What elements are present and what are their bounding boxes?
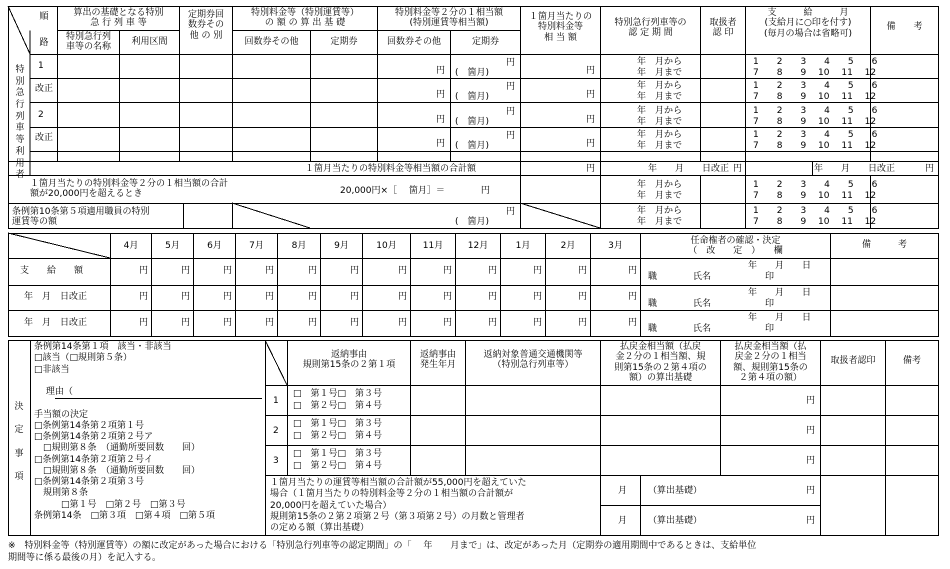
row2r-monthly-yen: 円 bbox=[586, 139, 596, 149]
mid-r2-yen-11: 円 bbox=[443, 292, 453, 302]
decision-block: 条例第14条第１項 該当・非該当 □該当（□規則第５条） □非該当 理由（ 手当額の決定 □条例第14条第２項第１号 □条例第14条第２項第２号ア □規則第８条 （通勤所要回数 回） □条例第14条第２項第２号イ □規則第８条 （通勤所要回数 回） □条例第14条第２項第３号 規則第８条 □第１号 □第２号 □第３号 条例第14条 □第３項 □第４項 □第５項 bbox=[34, 342, 215, 521]
monthly-total-revised-date-2: 年 月 日改正 bbox=[814, 164, 896, 174]
approval-official-2: 職 氏名 印 bbox=[648, 299, 775, 309]
mid-r3-yen-6: 円 bbox=[223, 318, 233, 328]
row2-months-b: 7 8 9 10 11 12 bbox=[753, 117, 877, 127]
mid-r2-yen-9: 円 bbox=[350, 292, 360, 302]
mid-r3-yen-12: 円 bbox=[488, 318, 498, 328]
month-header-4: 4月 bbox=[123, 241, 139, 251]
row1r-period-to: 年 月まで bbox=[637, 92, 683, 102]
footnote: ※ 特別料金等（特別運賃等）の額に改定があった場合における「特別急行列車等の認定期間」の「 年 月まで」は、改定があった月（定期券の適用期間中であるときは、支給単位 期間等に係る最後の月）を記入する。 bbox=[8, 541, 757, 564]
approval-header: 任命権者の確認・決定 （ 改 定 ） 欄 bbox=[688, 236, 783, 257]
header-refund-reason: 返納事由 規則第15条の２第１項 bbox=[302, 350, 396, 371]
monthly-total-label: １箇月当たりの特別料金等相当額の合計額 bbox=[305, 164, 477, 174]
art10-period-from: 年 月から bbox=[637, 206, 683, 216]
approval-ymd-1: 年 月 日 bbox=[748, 261, 812, 271]
header-payment: 支 給 月 (支給月に○印を付す) (毎月の場合は省略可) bbox=[763, 8, 853, 39]
mid-row-payment: 支 給 額 bbox=[20, 266, 84, 276]
mid-r2-yen-1: 円 bbox=[533, 292, 543, 302]
row1-monthly-yen: 円 bbox=[586, 66, 596, 76]
header-fee-coupon: 回数券その他 bbox=[244, 37, 299, 47]
row2r-period-to: 年 月まで bbox=[637, 141, 683, 151]
mid-r1-yen-12: 円 bbox=[488, 266, 498, 276]
half-total-period-from: 年 月から bbox=[637, 180, 683, 190]
approval-ymd-2: 年 月 日 bbox=[748, 288, 812, 298]
side-label-decision: 決定事項 bbox=[14, 402, 24, 483]
row2r-half-pass-yen: 円 bbox=[506, 131, 516, 141]
row2r-months: ( 箇月) bbox=[455, 141, 490, 151]
row-label-1: 1 bbox=[38, 61, 44, 71]
row-label-2: 2 bbox=[38, 110, 44, 120]
refund-row-3-yen: 円 bbox=[806, 456, 816, 466]
row2r-months-b: 7 8 9 10 11 12 bbox=[753, 141, 877, 151]
month-header-10: 10月 bbox=[376, 241, 397, 251]
over-limit-text: １箇月当たりの運賃等相当額の合計額が55,000円を超えていた 場合（１箇月当たりの特別料金等２分の１相当額の合計額が 20,000円を超えていた場合） 規則第15条の２第２項第２号（第３項第２号）の月数と管理者 の定める額（算出基礎） bbox=[270, 478, 527, 533]
over-limit-basis-1: （算出基礎） bbox=[648, 486, 703, 496]
mid-r2-yen-2: 円 bbox=[578, 292, 588, 302]
side-label-users: 特別急行列車等利用者 bbox=[15, 65, 25, 181]
month-header-3: 3月 bbox=[608, 241, 623, 251]
row1-half-coupon-yen: 円 bbox=[436, 66, 446, 76]
mid-r1-yen-11: 円 bbox=[443, 266, 453, 276]
mid-r3-yen-10: 円 bbox=[398, 318, 408, 328]
mid-r2-yen-3: 円 bbox=[628, 292, 638, 302]
month-header-8: 8月 bbox=[291, 241, 307, 251]
row1r-months: ( 箇月) bbox=[455, 92, 490, 102]
monthly-total-revised-date: 年 月 日改正 bbox=[648, 164, 730, 174]
row2-half-coupon-yen: 円 bbox=[436, 115, 446, 125]
half-total-months-a: 1 2 3 4 5 6 bbox=[753, 180, 878, 190]
monthly-total-yen-2: 円 bbox=[733, 164, 743, 174]
mid-r3-yen-3: 円 bbox=[628, 318, 638, 328]
mid-r3-yen-1: 円 bbox=[533, 318, 543, 328]
mid-r1-yen-2: 円 bbox=[578, 266, 588, 276]
approval-ymd-3: 年 月 日 bbox=[748, 313, 812, 323]
mid-row-revised-1: 年 月 日改正 bbox=[24, 292, 88, 302]
refund-row-2: 2 bbox=[273, 426, 279, 436]
row1-period-to: 年 月まで bbox=[637, 68, 683, 78]
art10-yen: 円 bbox=[506, 207, 516, 217]
mid-r1-yen-6: 円 bbox=[223, 266, 233, 276]
art10-period-to: 年 月まで bbox=[637, 217, 683, 227]
header-monthly: １箇月当たりの 特別料金等 相 当 額 bbox=[528, 12, 592, 43]
art10-months-b: 7 8 9 10 11 12 bbox=[753, 217, 877, 227]
mid-remarks-header: 備 考 bbox=[861, 240, 907, 250]
row1-months-b: 7 8 9 10 11 12 bbox=[753, 68, 877, 78]
header-refund-fare: 返納対象普通交通機関等 （特別急行列車等） bbox=[483, 350, 583, 371]
refund-row-1-reasons: □ 第１号□ 第３号 □ 第２号□ 第４号 bbox=[293, 389, 383, 411]
month-header-11: 11月 bbox=[422, 241, 444, 251]
mid-r1-yen-7: 円 bbox=[265, 266, 275, 276]
header-refund-half-basis: 払戻金相当額（払戻 金２分の１相当額、規 則第15条の２第４項の 額）の算出基礎 bbox=[614, 342, 707, 384]
row2-months-a: 1 2 3 4 5 6 bbox=[753, 106, 878, 116]
mid-r2-yen-12: 円 bbox=[488, 292, 498, 302]
header-seal: 取扱者 認 印 bbox=[709, 18, 737, 39]
header-section: 利用区間 bbox=[131, 37, 168, 47]
row2-period-to: 年 月まで bbox=[637, 117, 683, 127]
half-total-label: １箇月当たりの特別料金等２分の１相当額の合計 額が20,000円を超えるとき bbox=[30, 179, 229, 200]
mid-r1-yen-9: 円 bbox=[350, 266, 360, 276]
row1-months: ( 箇月) bbox=[455, 68, 490, 78]
header-period: 特別急行列車等の 認 定 期 間 bbox=[614, 18, 687, 39]
row2r-months-a: 1 2 3 4 5 6 bbox=[753, 130, 878, 140]
mid-r1-yen-1: 円 bbox=[533, 266, 543, 276]
row1-period-from: 年 月から bbox=[637, 57, 683, 67]
row2-months: ( 箇月) bbox=[455, 117, 490, 127]
mid-r1-yen-4: 円 bbox=[139, 266, 149, 276]
header-seq-1: 順 bbox=[39, 12, 49, 22]
mid-r3-yen-7: 円 bbox=[265, 318, 275, 328]
mid-r3-yen-11: 円 bbox=[443, 318, 453, 328]
header-bottom-seal: 取扱者認印 bbox=[830, 356, 876, 366]
row1-half-pass-yen: 円 bbox=[506, 58, 516, 68]
refund-row-1-yen: 円 bbox=[806, 396, 816, 406]
month-header-9: 9月 bbox=[334, 241, 349, 251]
mid-r2-yen-7: 円 bbox=[265, 292, 275, 302]
monthly-total-yen: 円 bbox=[586, 164, 596, 174]
refund-row-3-reasons: □ 第１号□ 第３号 □ 第２号□ 第４号 bbox=[293, 449, 383, 471]
row2r-period-from: 年 月から bbox=[637, 130, 683, 140]
row1r-months-b: 7 8 9 10 11 12 bbox=[753, 92, 877, 102]
approval-official-1: 職 氏名 印 bbox=[648, 272, 775, 282]
header-refund-date: 返納事由 発生年月 bbox=[419, 350, 456, 371]
month-header-1: 1月 bbox=[515, 241, 531, 251]
art10-months: ( 箇月) bbox=[455, 217, 490, 227]
month-header-6: 6月 bbox=[207, 241, 222, 251]
over-limit-month-1: 月 bbox=[618, 486, 628, 496]
header-basis: 算出の基礎となる特別 急 行 列 車 等 bbox=[73, 8, 164, 29]
refund-row-2-yen: 円 bbox=[806, 426, 816, 436]
refund-row-2-reasons: □ 第１号□ 第３号 □ 第２号□ 第４号 bbox=[293, 419, 383, 441]
row2-half-pass-yen: 円 bbox=[506, 107, 516, 117]
row1r-monthly-yen: 円 bbox=[586, 90, 596, 100]
mid-r2-yen-10: 円 bbox=[398, 292, 408, 302]
month-header-5: 5月 bbox=[165, 241, 180, 251]
refund-row-3: 3 bbox=[273, 456, 279, 466]
header-refund-amount: 払戻金相当額（払 戻金２分の１相当 額、規則第15条の ２第４項の額） bbox=[733, 342, 808, 384]
mid-r2-yen-8: 円 bbox=[308, 292, 318, 302]
mid-r2-yen-5: 円 bbox=[181, 292, 191, 302]
mid-r1-yen-3: 円 bbox=[628, 266, 638, 276]
header-seq-2: 路 bbox=[39, 38, 49, 48]
mid-r1-yen-10: 円 bbox=[398, 266, 408, 276]
header-pass-type: 定期券回 数券その 他 の 別 bbox=[187, 10, 224, 41]
mid-r3-yen-2: 円 bbox=[578, 318, 588, 328]
month-header-2: 2月 bbox=[560, 241, 576, 251]
row-label-1-revised: 改正 bbox=[35, 84, 54, 94]
month-header-12: 12月 bbox=[467, 241, 489, 251]
row2-period-from: 年 月から bbox=[637, 106, 683, 116]
row1r-period-from: 年 月から bbox=[637, 81, 683, 91]
mid-r3-yen-5: 円 bbox=[181, 318, 191, 328]
approval-official-3: 職 氏名 印 bbox=[648, 324, 775, 334]
mid-r2-yen-6: 円 bbox=[223, 292, 233, 302]
row2-monthly-yen: 円 bbox=[586, 115, 596, 125]
art10-label: 条例第10条第５項適用職員の特別 運賃等の額 bbox=[12, 207, 150, 228]
row-label-2-revised: 改正 bbox=[35, 133, 54, 143]
header-fee-pass: 定期券 bbox=[330, 37, 358, 47]
over-limit-yen-1: 円 bbox=[806, 486, 816, 496]
half-total-period-to: 年 月まで bbox=[637, 191, 683, 201]
monthly-total-yen-3: 円 bbox=[925, 164, 935, 174]
refund-row-1: 1 bbox=[273, 396, 279, 406]
art10-months-a: 1 2 3 4 5 6 bbox=[753, 206, 878, 216]
header-train-name: 特別急行列 車等の名称 bbox=[65, 32, 111, 53]
half-total-formula: 20,000円×［ 箇月］＝ 円 bbox=[340, 186, 490, 196]
over-limit-yen-2: 円 bbox=[806, 516, 816, 526]
header-half: 特別料金等２分の１相当額 (特別運賃等相当額) bbox=[394, 8, 503, 29]
half-total-months-b: 7 8 9 10 11 12 bbox=[753, 191, 877, 201]
mid-r2-yen-4: 円 bbox=[139, 292, 149, 302]
header-bottom-remarks: 備考 bbox=[902, 356, 921, 366]
row1-months-a: 1 2 3 4 5 6 bbox=[753, 57, 878, 67]
row1r-half-pass-yen: 円 bbox=[506, 82, 516, 92]
header-half-pass: 定期券 bbox=[471, 37, 499, 47]
mid-row-revised-2: 年 月 日改正 bbox=[24, 318, 88, 328]
row1r-months-a: 1 2 3 4 5 6 bbox=[753, 81, 878, 91]
row1r-half-coupon-yen: 円 bbox=[436, 90, 446, 100]
row2r-half-coupon-yen: 円 bbox=[436, 139, 446, 149]
mid-r1-yen-8: 円 bbox=[308, 266, 318, 276]
over-limit-basis-2: （算出基礎） bbox=[648, 516, 703, 526]
mid-r3-yen-4: 円 bbox=[139, 318, 149, 328]
header-remarks: 備 考 bbox=[886, 22, 923, 32]
over-limit-month-2: 月 bbox=[618, 516, 628, 526]
header-fee: 特別料金等（特別運賃等） の 額 の 算 出 基 礎 bbox=[250, 8, 359, 29]
mid-r3-yen-9: 円 bbox=[350, 318, 360, 328]
month-header-7: 7月 bbox=[249, 241, 264, 251]
header-half-coupon: 回数券その他 bbox=[386, 37, 441, 47]
mid-r1-yen-5: 円 bbox=[181, 266, 191, 276]
mid-r3-yen-8: 円 bbox=[308, 318, 318, 328]
